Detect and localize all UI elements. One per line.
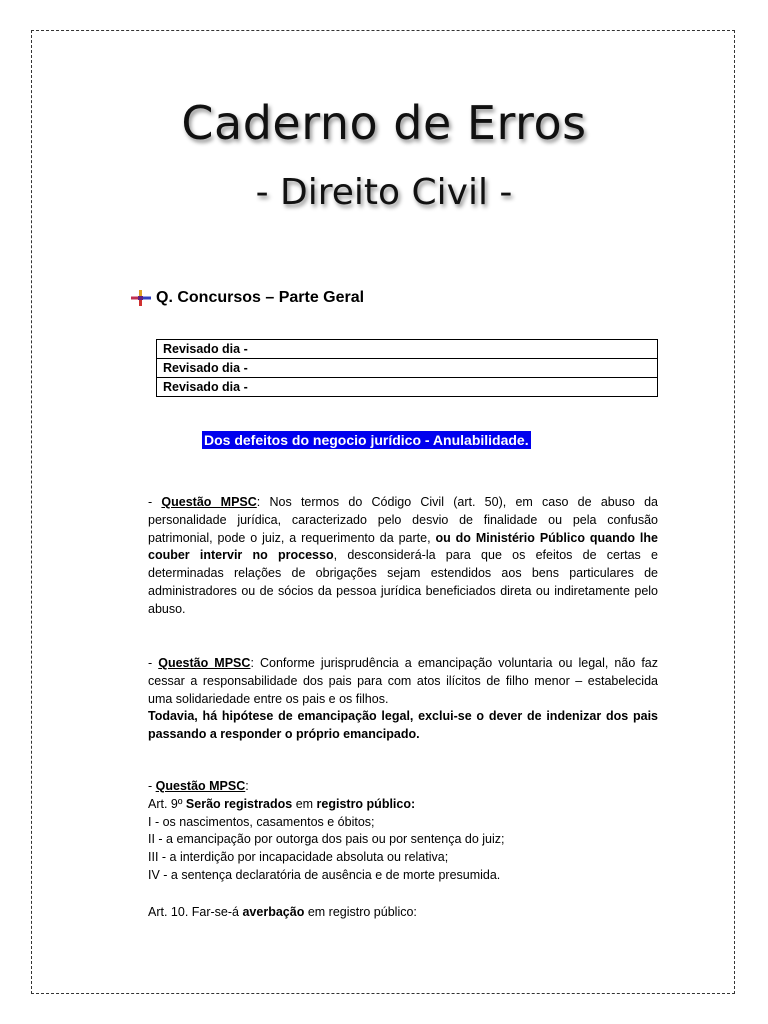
table-row [157,378,658,397]
article-9 [148,796,658,814]
topic-heading: Dos defeitos do negocio jurídico - Anulabilidade. [204,432,529,448]
article-bold: registro público: [316,796,416,811]
question-label: Questão MPSC [155,779,246,793]
section-heading-text: Q. Concursos – Parte Geral [156,289,365,306]
article-prefix: Art. 9º [148,796,186,811]
quad-arrow-bullet-icon [130,289,152,307]
review-cell: Revisado dia - [157,359,658,378]
question-2 [148,655,658,744]
question-1 [148,494,658,619]
question-text-cont: , desconsiderá-la para que os efeitos de certas e determinadas relações de obrigações sejam estendidos aos bens particulares de administradores ou de sócios da pessoa jurídica beneficiados direta ou indiretamente pelo abuso. [148,548,658,616]
question-prefix: - [148,495,162,509]
table-row [157,340,658,359]
question-bold-text: Todavia, há hipótese de emancipação legal, exclui-se o dever de indenizar dos pais passando a responder o próprio emancipado. [148,709,658,742]
list-item: III - a interdição por incapacidade absoluta ou relativa; [148,850,449,865]
review-table [156,339,658,397]
article-bold: Serão registrados [185,796,293,811]
table-row [157,359,658,378]
question-label: Questão MPSC [158,656,251,670]
document-subtitle: - Direito Civil - [255,172,513,213]
article-prefix: Art. 10. Far-se-á [148,905,243,919]
question-prefix: - [148,656,159,670]
list-item: IV - a sentença declaratória de ausência e de morte presumida. [148,867,501,882]
review-cell: Revisado dia - [157,340,658,359]
question-prefix: - [148,779,156,793]
question-colon: : [250,656,260,670]
question-text: Nos termos do Código Civil (art. 50), em caso de abuso da personalidade jurídica, caracterizado pelo desvio de finalidade ou pela confusão patrimonial, pode o juiz, a requerimento da parte, [148,495,659,545]
question-label: Questão MPSC [161,495,257,509]
document-title: Caderno de Erros [181,96,587,150]
article-mid: em [292,796,317,811]
list-item: I - os nascimentos, casamentos e óbitos; [148,814,375,829]
question-text: Conforme jurisprudência a emancipação voluntaria ou legal, não faz cessar a responsabilidade dos pais para com atos ilícitos de filho menor – estabelecida uma solidariedade entre os pais e os filhos. [148,656,659,706]
question-colon: : [256,495,270,509]
article-10 [148,904,658,922]
question-bold-text: ou do Ministério Público quando lhe couber intervir no processo [148,530,658,563]
review-cell: Revisado dia - [157,378,658,397]
article-bold: averbação [242,905,305,919]
article-suffix: em registro público: [304,905,417,919]
question-3 [148,778,658,885]
question-colon: : [245,779,249,793]
list-item: II - a emancipação por outorga dos pais ou por sentença do juiz; [148,832,505,847]
section-heading [130,289,364,307]
